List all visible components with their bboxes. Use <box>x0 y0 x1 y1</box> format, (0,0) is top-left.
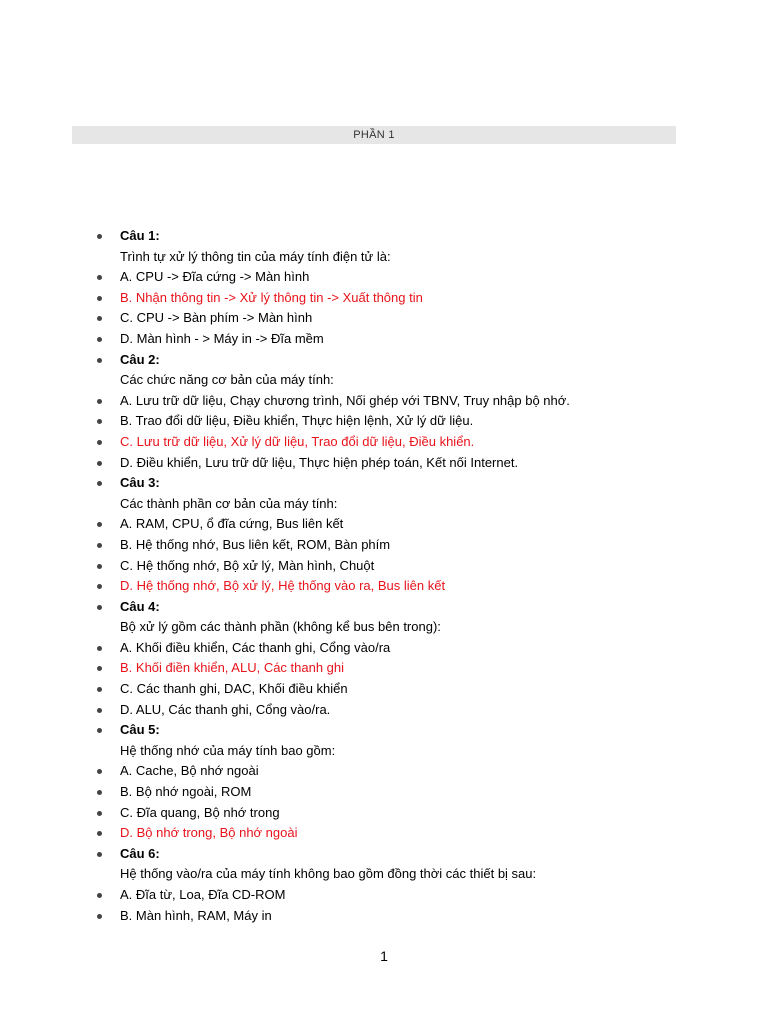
answer-option <box>0 700 768 721</box>
answer-option-text: C. Các thanh ghi, DAC, Khối điều khiển <box>120 681 348 697</box>
answer-option-text: B. Màn hình, RAM, Máy in <box>120 907 272 923</box>
answer-option-correct <box>0 432 768 453</box>
answer-option <box>0 638 768 659</box>
answer-option <box>0 329 768 350</box>
answer-option <box>0 679 768 700</box>
bullet-icon <box>97 584 102 589</box>
question-prompt <box>0 494 768 515</box>
answer-option-correct <box>0 576 768 597</box>
question-title-text: Câu 6: <box>120 845 160 861</box>
answer-option-correct <box>0 823 768 844</box>
answer-option-correct-text: C. Lưu trữ dữ liệu, Xử lý dữ liệu, Trao đổi dữ liệu, Điều khiển. <box>120 433 475 449</box>
answer-option-text: B. Hệ thống nhớ, Bus liên kết, ROM, Bàn phím <box>120 536 391 552</box>
question-prompt-text: Trình tự xử lý thông tin của máy tính điện tử là: <box>120 248 391 264</box>
answer-option <box>0 453 768 474</box>
answer-option-correct-text: D. Bộ nhớ trong, Bộ nhớ ngoài <box>120 825 298 841</box>
question-prompt <box>0 247 768 268</box>
question-title-text: Câu 3: <box>120 475 160 491</box>
question-prompt <box>0 864 768 885</box>
bullet-icon <box>97 914 102 919</box>
answer-option <box>0 803 768 824</box>
question-prompt <box>0 370 768 391</box>
bullet-icon <box>97 728 102 733</box>
bullet-icon <box>97 543 102 548</box>
answer-option <box>0 761 768 782</box>
answer-option-correct-text: B. Khối điền khiển, ALU, Các thanh ghi <box>120 660 345 676</box>
answer-option <box>0 514 768 535</box>
bullet-icon <box>97 893 102 898</box>
answer-option-text: C. Hệ thống nhớ, Bộ xử lý, Màn hình, Chuột <box>120 557 375 573</box>
section-title: PHẦN 1 <box>353 129 395 141</box>
answer-option-text: A. CPU -> Đĩa cứng -> Màn hình <box>120 269 310 285</box>
answer-option-text: A. RAM, CPU, ổ đĩa cứng, Bus liên kết <box>120 516 344 532</box>
bullet-icon <box>97 399 102 404</box>
bullet-icon <box>97 419 102 424</box>
page-number: 1 <box>380 948 388 964</box>
answer-option <box>0 308 768 329</box>
question-prompt <box>0 617 768 638</box>
bullet-icon <box>97 564 102 569</box>
bullet-icon <box>97 666 102 671</box>
bullet-icon <box>97 337 102 342</box>
question-title-text: Câu 4: <box>120 598 160 614</box>
answer-option <box>0 885 768 906</box>
question-prompt-text: Hệ thống nhớ của máy tính bao gồm: <box>120 742 336 758</box>
answer-option-text: A. Lưu trữ dữ liệu, Chạy chương trình, Nối ghép với TBNV, Truy nhập bộ nhớ. <box>120 392 570 408</box>
answer-option <box>0 556 768 577</box>
question-prompt-text: Các thành phần cơ bản của máy tính: <box>120 495 338 511</box>
answer-option-text: D. ALU, Các thanh ghi, Cổng vào/ra. <box>120 701 331 717</box>
answer-option-text: A. Đĩa từ, Loa, Đĩa CD-ROM <box>120 887 286 902</box>
question-prompt-text: Các chức năng cơ bản của máy tính: <box>120 372 334 388</box>
question-prompt-text: Hệ thống vào/ra của máy tính không bao gồm đồng thời các thiết bị sau: <box>120 866 537 882</box>
answer-option-text: A. Khối điều khiển, Các thanh ghi, Cổng vào/ra <box>120 639 391 655</box>
question-title <box>0 473 768 494</box>
bullet-icon <box>97 605 102 610</box>
question-prompt-text: Bộ xử lý gồm các thành phần (không kể bus bên trong): <box>120 619 441 635</box>
bullet-icon <box>97 522 102 527</box>
question-prompt <box>0 741 768 762</box>
answer-option-text: A. Cache, Bộ nhớ ngoài <box>120 763 259 779</box>
bullet-icon <box>97 461 102 466</box>
question-title-text: Câu 2: <box>120 351 160 367</box>
bullet-icon <box>97 358 102 363</box>
question-title <box>0 844 768 865</box>
answer-option <box>0 535 768 556</box>
question-list <box>0 226 768 926</box>
bullet-icon <box>97 852 102 857</box>
answer-option-text: C. CPU -> Bàn phím -> Màn hình <box>120 310 313 326</box>
question-title <box>0 720 768 741</box>
answer-option <box>0 411 768 432</box>
answer-option-text: B. Bộ nhớ ngoài, ROM <box>120 784 252 800</box>
answer-option <box>0 782 768 803</box>
answer-option <box>0 267 768 288</box>
bullet-icon <box>97 234 102 239</box>
question-title <box>0 226 768 247</box>
answer-option <box>0 906 768 927</box>
answer-option <box>0 391 768 412</box>
bullet-icon <box>97 708 102 713</box>
answer-option-text: B. Trao đổi dữ liệu, Điều khiển, Thực hiện lệnh, Xử lý dữ liệu. <box>120 413 474 429</box>
bullet-icon <box>97 481 102 486</box>
answer-option-correct <box>0 658 768 679</box>
answer-option-text: D. Màn hình - > Máy in -> Đĩa mềm <box>120 330 324 346</box>
answer-option-correct <box>0 288 768 309</box>
bullet-icon <box>97 790 102 795</box>
question-title <box>0 597 768 618</box>
bullet-icon <box>97 316 102 321</box>
question-title-text: Câu 5: <box>120 722 160 738</box>
answer-option-text: C. Đĩa quang, Bộ nhớ trong <box>120 804 280 820</box>
bullet-icon <box>97 769 102 774</box>
bullet-icon <box>97 687 102 692</box>
bullet-icon <box>97 296 102 301</box>
question-title-text: Câu 1: <box>120 228 160 243</box>
bullet-icon <box>97 811 102 816</box>
bullet-icon <box>97 275 102 280</box>
bullet-icon <box>97 831 102 836</box>
bullet-icon <box>97 646 102 651</box>
question-title <box>0 350 768 371</box>
section-header <box>72 126 676 144</box>
answer-option-correct-text: D. Hệ thống nhớ, Bộ xử lý, Hệ thống vào ra, Bus liên kết <box>120 578 446 594</box>
bullet-icon <box>97 440 102 445</box>
answer-option-text: D. Điều khiển, Lưu trữ dữ liệu, Thực hiện phép toán, Kết nối Internet. <box>120 454 519 470</box>
answer-option-correct-text: B. Nhận thông tin -> Xử lý thông tin -> Xuất thông tin <box>120 289 423 305</box>
